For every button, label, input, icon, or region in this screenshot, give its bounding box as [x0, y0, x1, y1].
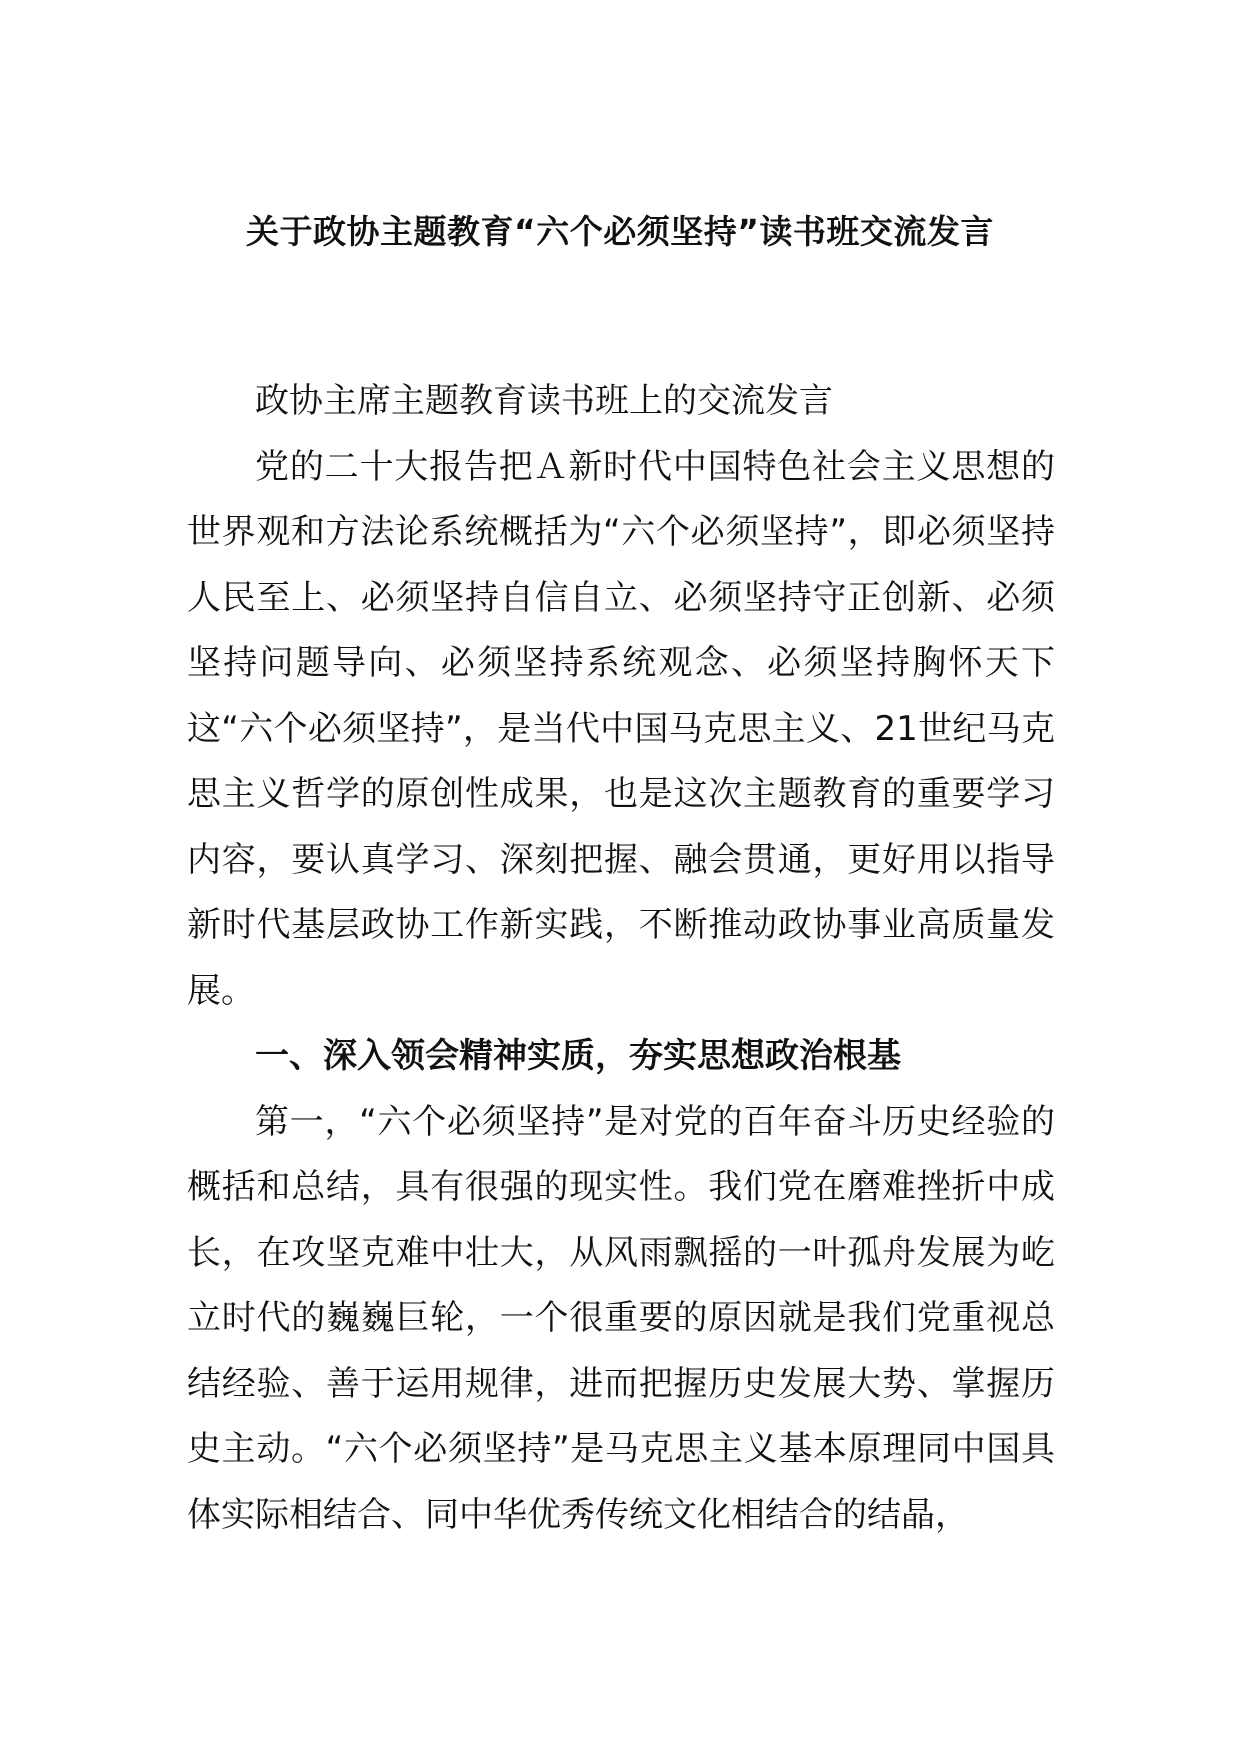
section-heading: 一、深入领会精神实质，夯实思想政治根基	[255, 1036, 901, 1076]
body-paragraph: 第一，“六个必须坚持”是对党的百年奋斗历史经验的概括和总结，具有很强的现实性。我们党在磨难挫折中成长，在攻坚克难中壮大，从风雨飘摇的一叶孤舟发展为屹立时代的巍巍巨轮，一个很重要的原因就是我们党重视总结经验、善于运用规律，进而把握历史发展大势、掌握历史主动。“六个必须坚持”是马克思主义基本原理同中国具体实际相结合、同中华优秀传统文化相结合的结晶，	[187, 1101, 1055, 1535]
document-title: 关于政协主题教育“六个必须坚持”读书班交流发言	[246, 212, 994, 251]
subtitle-paragraph: 政协主席主题教育读书班上的交流发言	[255, 381, 833, 421]
body-paragraph: 党的二十大报告把Ａ新时代中国特色社会主义思想的世界观和方法论系统概括为“六个必须坚持”，即必须坚持人民至上、必须坚持自信自立、必须坚持守正创新、必须坚持问题导向、必须坚持系统观念、必须坚持胸怀天下这“六个必须坚持”，是当代中国马克思主义、21世纪马克思主义哲学的原创性成果，也是这次主题教育的重要学习内容，要认真学习、深刻把握、融会贯通，更好用以指导新时代基层政协工作新实践，不断推动政协事业高质量发展。	[187, 446, 1055, 1011]
document-body	[187, 369, 1055, 1548]
